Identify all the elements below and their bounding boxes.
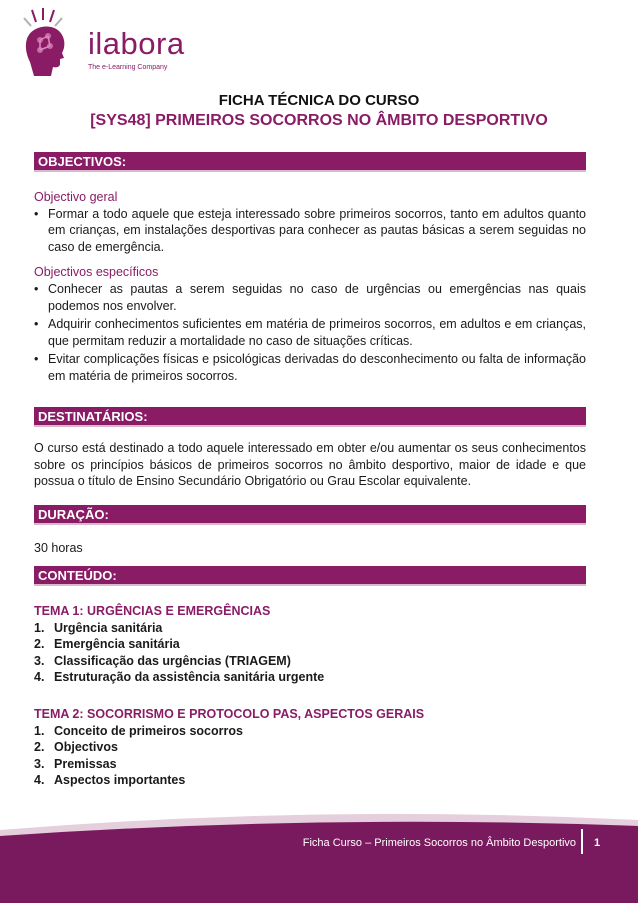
tema-2-block <box>34 706 586 789</box>
objectivo-geral-label: Objectivo geral <box>34 190 118 204</box>
tema-1-item: 3. Classificação das urgências (TRIAGEM) <box>34 653 291 668</box>
destinatarios-text: O curso está destinado a todo aquele interessado em obter e/ou aumentar os seus conhecimentos sobre os princípios básicos de primeiros socorros no âmbito desportivo, maior de idade e que possua o título de Ensino Secundário Obrigatório ou Grau Escolar equivalente. <box>34 441 586 488</box>
section-header-objectivos: OBJECTIVOS: <box>34 152 586 172</box>
document-title: FICHA TÉCNICA DO CURSO <box>218 92 420 109</box>
brand-name: ilabora <box>88 26 185 61</box>
tema-2-title: TEMA 2: SOCORRISMO E PROTOCOLO PAS, ASPECTOS GERAIS <box>34 707 425 721</box>
tema-1-item: 2. Emergência sanitária <box>34 637 180 651</box>
tema-2-item: 3. Premissas <box>34 756 117 771</box>
tema-2-item: 4. Aspectos importantes <box>34 773 186 787</box>
duracao-text: 30 horas <box>34 541 83 555</box>
ilabora-logo <box>20 6 185 76</box>
objectivos-especificos-block <box>34 264 586 386</box>
section-header-duracao: DURAÇÃO: <box>34 505 586 525</box>
objectivos-especificos-label: Objectivos específicos <box>34 265 159 279</box>
footer-separator <box>581 829 583 854</box>
objectivo-especifico-item: • Conhecer as pautas a serem seguidas no caso de urgências ou emergências nas quais podemos nos envolver. <box>34 281 586 316</box>
section-header-destinatarios: DESTINATÁRIOS: <box>34 407 586 427</box>
brand-tagline: The e-Learning Company <box>88 64 168 71</box>
tema-1-title: TEMA 1: URGÊNCIAS E EMERGÊNCIAS <box>34 604 271 618</box>
objectivo-especifico-item: • Adquirir conhecimentos suficientes em matéria de primeiros socorros, em adultos e em crianças, que permitam reduzir a mortalidade no caso de situações críticas. <box>34 316 586 351</box>
course-title: [SYS48] PRIMEIROS SOCORROS NO ÂMBITO DESPORTIVO <box>90 112 548 129</box>
tema-1-block <box>34 603 586 686</box>
footer-course-name: Ficha Curso – Primeiros Socorros no Âmbito Desportivo <box>302 837 576 849</box>
objectivo-geral-block <box>34 189 586 255</box>
objectivo-especifico-item: • Evitar complicações físicas e psicológicas derivadas do desconhecimento ou falta de informação em matéria de primeiros socorros. <box>34 351 586 386</box>
objectivo-geral-item: • Formar a todo aquele que esteja interessado sobre primeiros socorros, tanto em adultos quanto em crianças, em instalações desportivas para conhecer as pautas básicas a serem seguidas no caso de emergência. <box>34 206 586 256</box>
page-number: 1 <box>594 837 601 849</box>
tema-1-item: 1. Urgência sanitária <box>34 620 163 635</box>
footer-band <box>0 810 638 903</box>
tema-1-item: 4. Estruturação da assistência sanitária urgente <box>34 670 325 684</box>
section-header-conteudo: CONTEÚDO: <box>34 566 586 586</box>
tema-2-item: 2. Objectivos <box>34 740 118 754</box>
head-logo-icon <box>20 6 90 78</box>
tema-2-item: 1. Conceito de primeiros socorros <box>34 723 243 738</box>
